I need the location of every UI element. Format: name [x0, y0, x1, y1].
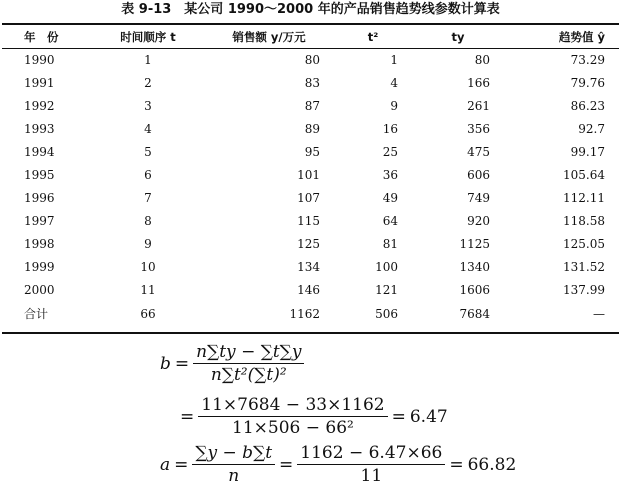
cell-time-order: 1 — [144, 52, 152, 67]
b-value: 6.47 — [409, 406, 448, 427]
cell-time-order: 3 — [144, 98, 152, 113]
b-substitution-denominator: 11×506 − 66² — [232, 418, 354, 438]
cell-trend-value: 92.7 — [578, 121, 605, 136]
table-title: 表 9-13 某公司 1990～2000 年的产品销售趋势线参数计算表 — [121, 2, 500, 17]
a-value: 66.82 — [467, 454, 517, 475]
cell-t-squared: 9 — [390, 98, 398, 113]
cell-ty: 1606 — [459, 283, 490, 298]
cell-t-squared: 25 — [382, 144, 398, 159]
cell-sales: 95 — [304, 144, 320, 159]
header-sales: 销售额 y/万元 — [232, 29, 306, 44]
cell-sales: 134 — [297, 260, 320, 275]
cell-sales: 146 — [297, 283, 320, 298]
table-row — [2, 71, 619, 94]
header-year: 年 份 — [24, 29, 59, 44]
cell-sales: 115 — [297, 214, 320, 229]
b-substitution-numerator: 11×7684 − 33×1162 — [198, 395, 387, 417]
cell-t-squared: 16 — [382, 121, 398, 136]
cell-sales: 83 — [304, 75, 320, 90]
table-row — [2, 233, 619, 256]
cell-year: 1991 — [24, 75, 55, 90]
cell-t-squared: 506 — [375, 306, 398, 321]
table-row — [2, 117, 619, 140]
cell-trend-value: 73.29 — [570, 52, 605, 67]
cell-year: 1994 — [24, 144, 55, 159]
formula-a — [160, 443, 516, 486]
cell-time-order: 11 — [140, 283, 156, 298]
cell-trend-value: 105.64 — [563, 168, 605, 183]
cell-sales: 80 — [304, 52, 320, 67]
cell-trend-value: 118.58 — [563, 214, 605, 229]
cell-year: 1992 — [24, 98, 55, 113]
formula-b — [160, 342, 304, 385]
cell-trend-value: — — [593, 306, 605, 321]
cell-time-order: 2 — [144, 75, 152, 90]
cell-sales: 87 — [304, 98, 320, 113]
cell-trend-value: 79.76 — [570, 75, 605, 90]
cell-sales: 107 — [297, 191, 320, 206]
cell-time-order: 10 — [140, 260, 156, 275]
cell-t-squared: 100 — [375, 260, 398, 275]
table-row — [2, 256, 619, 279]
cell-sales: 101 — [297, 168, 320, 183]
a-denominator: n — [228, 466, 240, 486]
equals-sign: = — [180, 406, 195, 427]
cell-t-squared: 121 — [375, 283, 398, 298]
cell-t-squared: 4 — [390, 75, 398, 90]
cell-ty: 356 — [467, 121, 490, 136]
a-symbol: a — [160, 454, 171, 475]
total-row — [2, 302, 619, 325]
cell-t-squared: 49 — [382, 191, 398, 206]
b-fraction — [193, 342, 304, 385]
cell-time-order: 7 — [144, 191, 152, 206]
cell-time-order: 5 — [144, 144, 152, 159]
cell-ty: 1125 — [459, 237, 490, 252]
table-body — [2, 48, 619, 325]
header-t-squared: t² — [367, 29, 379, 44]
cell-year: 1997 — [24, 214, 55, 229]
cell-ty: 7684 — [459, 306, 490, 321]
b-numerator: n∑ty − ∑t∑y — [193, 342, 304, 364]
table-row — [2, 140, 619, 163]
cell-year: 1996 — [24, 191, 55, 206]
cell-trend-value: 131.52 — [563, 260, 605, 275]
cell-t-squared: 1 — [390, 52, 398, 67]
a-fraction — [192, 443, 275, 486]
cell-year: 1999 — [24, 260, 55, 275]
header-ty: ty — [451, 29, 465, 44]
cell-time-order: 66 — [140, 306, 156, 321]
cell-trend-value: 86.23 — [570, 98, 605, 113]
cell-trend-value: 112.11 — [563, 191, 605, 206]
cell-sales: 125 — [297, 237, 320, 252]
cell-ty: 920 — [467, 214, 490, 229]
cell-ty: 166 — [467, 75, 490, 90]
cell-ty: 80 — [474, 52, 490, 67]
table-row — [2, 279, 619, 302]
equals-sign: = — [449, 454, 464, 475]
cell-year: 1990 — [24, 52, 55, 67]
cell-time-order: 8 — [144, 214, 152, 229]
a-substitution-denominator: 11 — [360, 466, 383, 486]
cell-ty: 475 — [467, 144, 490, 159]
cell-year: 1998 — [24, 237, 55, 252]
cell-t-squared: 81 — [382, 237, 398, 252]
cell-time-order: 6 — [144, 168, 152, 183]
a-substitution-fraction — [297, 443, 445, 486]
table-row — [2, 187, 619, 210]
a-substitution-numerator: 1162 − 6.47×66 — [297, 443, 445, 465]
cell-sales: 1162 — [289, 306, 320, 321]
b-substitution-fraction — [198, 395, 387, 438]
header-trend-value: 趋势值 ŷ — [559, 29, 605, 44]
equals-sign: = — [174, 353, 190, 374]
equals-sign: = — [391, 406, 406, 427]
cell-time-order: 4 — [144, 121, 152, 136]
cell-sales: 89 — [304, 121, 320, 136]
cell-year: 合计 — [24, 307, 49, 322]
table-row — [2, 94, 619, 117]
cell-year: 1993 — [24, 121, 55, 136]
table-row — [2, 48, 619, 71]
cell-ty: 1340 — [459, 260, 490, 275]
formula-b-substitution — [176, 395, 448, 438]
equals-sign: = — [279, 454, 294, 475]
cell-trend-value: 125.05 — [563, 237, 605, 252]
b-denominator: n∑t²(∑t)² — [210, 365, 287, 385]
table-row — [2, 163, 619, 186]
trend-parameter-table — [2, 25, 619, 325]
table-row — [2, 210, 619, 233]
cell-trend-value: 137.99 — [563, 283, 605, 298]
cell-year: 1995 — [24, 168, 55, 183]
cell-ty: 749 — [467, 191, 490, 206]
cell-ty: 261 — [467, 98, 490, 113]
cell-year: 2000 — [24, 283, 55, 298]
cell-time-order: 9 — [144, 237, 152, 252]
cell-t-squared: 64 — [382, 214, 398, 229]
cell-ty: 606 — [467, 168, 490, 183]
header-time-order: 时间顺序 t — [120, 29, 176, 44]
table-header-row — [2, 25, 619, 48]
a-numerator: ∑y − b∑t — [192, 443, 275, 465]
cell-trend-value: 99.17 — [570, 144, 605, 159]
equals-sign: = — [174, 454, 189, 475]
cell-t-squared: 36 — [382, 168, 398, 183]
bottom-rule — [2, 332, 619, 334]
b-symbol: b — [160, 353, 171, 374]
